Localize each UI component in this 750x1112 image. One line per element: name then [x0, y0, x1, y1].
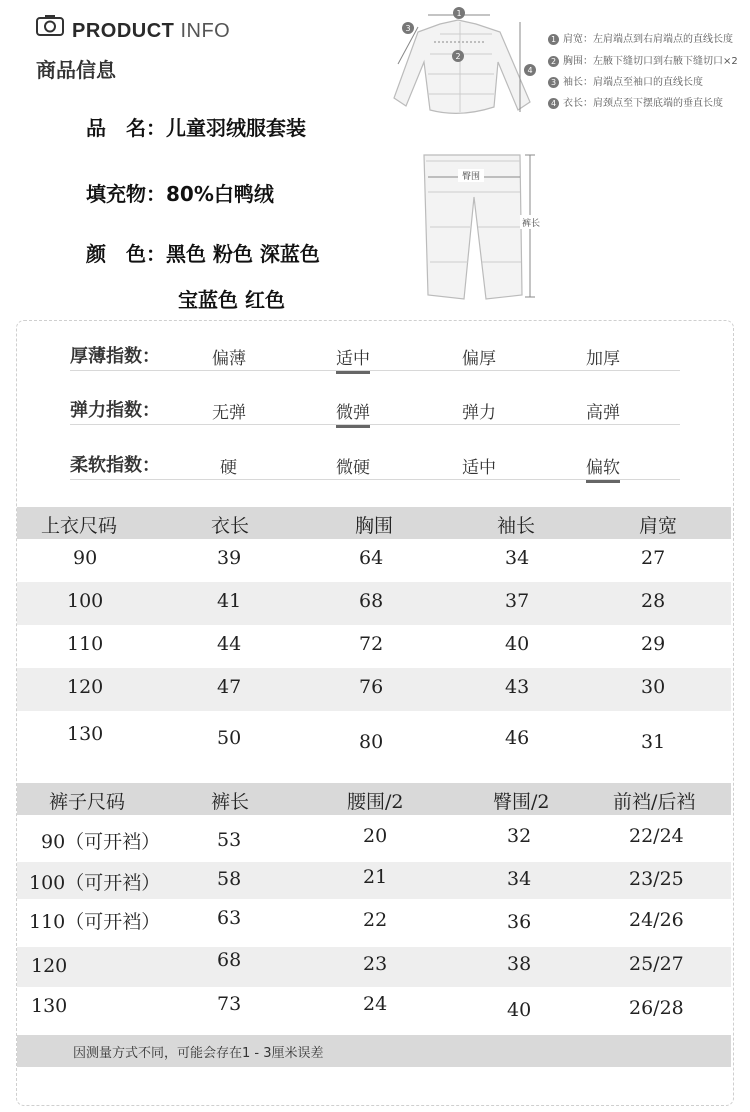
table-row: 110（可开裆） 63 22 36 24/26: [29, 907, 684, 933]
jacket-size-table: [17, 507, 731, 763]
svg-text:4: 4: [527, 66, 533, 75]
product-colors: 颜 色：黑色 粉色 深蓝色: [86, 242, 320, 266]
legend-item-chest: 2 胸围：左腋下缝切口到右腋下缝切口×2: [548, 52, 738, 67]
legend-item-shoulder: 1 肩宽：左肩端点到右肩端点的直线长度: [548, 30, 733, 45]
svg-text:裤长: 裤长: [521, 219, 541, 229]
page-title: PRODUCT INFO: [72, 20, 231, 42]
selected-option: 偏软: [586, 453, 620, 483]
selected-option: 适中: [336, 344, 370, 374]
table-header: 上衣尺码 衣长 胸围 袖长 肩宽: [17, 507, 731, 539]
measurement-note: [17, 1035, 731, 1067]
note-text: 因测量方式不同，可能会存在1 - 3厘米误差: [73, 1046, 324, 1061]
product-name: 品 名：儿童羽绒服套装: [86, 116, 306, 140]
table-row: 100（可开裆） 58 21 34 23/25: [17, 862, 731, 899]
thickness-index: 厚薄指数： 偏薄 适中 偏厚 加厚: [70, 340, 680, 371]
elasticity-index: 弹力指数： 无弹 微弹 弹力 高弹: [70, 394, 680, 425]
svg-text:1: 1: [456, 9, 462, 18]
svg-text:2: 2: [455, 52, 461, 61]
table-row: 110 44 72 40 29: [67, 633, 666, 655]
table-header: 裤子尺码 裤长 腰围/2 臀围/2 前裆/后裆: [17, 783, 731, 815]
softness-index: 柔软指数： 硬 微硬 适中 偏软: [70, 449, 680, 480]
product-fill: 填充物：80%白鸭绒: [86, 182, 274, 206]
table-row: 120 68 23 38 25/27: [17, 947, 731, 987]
pants-size-table: [17, 783, 731, 1035]
jacket-diagram: [380, 2, 545, 122]
svg-text:3: 3: [405, 24, 411, 33]
svg-text:臀围: 臀围: [461, 172, 481, 182]
legend-item-length: 4 衣长：肩颈点至下摆底端的垂直长度: [548, 94, 723, 109]
pants-diagram: [410, 147, 580, 307]
table-row: 90 39 64 34 27: [73, 547, 666, 569]
table-row: 130 73 24 40 26/28: [31, 993, 684, 1021]
table-row: 90（可开裆） 53 20 32 22/24: [41, 825, 684, 853]
selected-option: 微弹: [336, 398, 370, 428]
measurement-diagram: [380, 2, 750, 302]
table-row: 100 41 68 37 28: [17, 582, 731, 625]
camera-icon: [36, 14, 64, 36]
legend-item-sleeve: 3 袖长：肩端点至袖口的直线长度: [548, 73, 703, 88]
table-row: 120 47 76 43 30: [17, 668, 731, 711]
product-colors-line2: 宝蓝色 红色: [178, 288, 285, 312]
page-subtitle: 商品信息: [36, 58, 116, 82]
table-row: 130 50 80 46 31: [67, 723, 666, 753]
